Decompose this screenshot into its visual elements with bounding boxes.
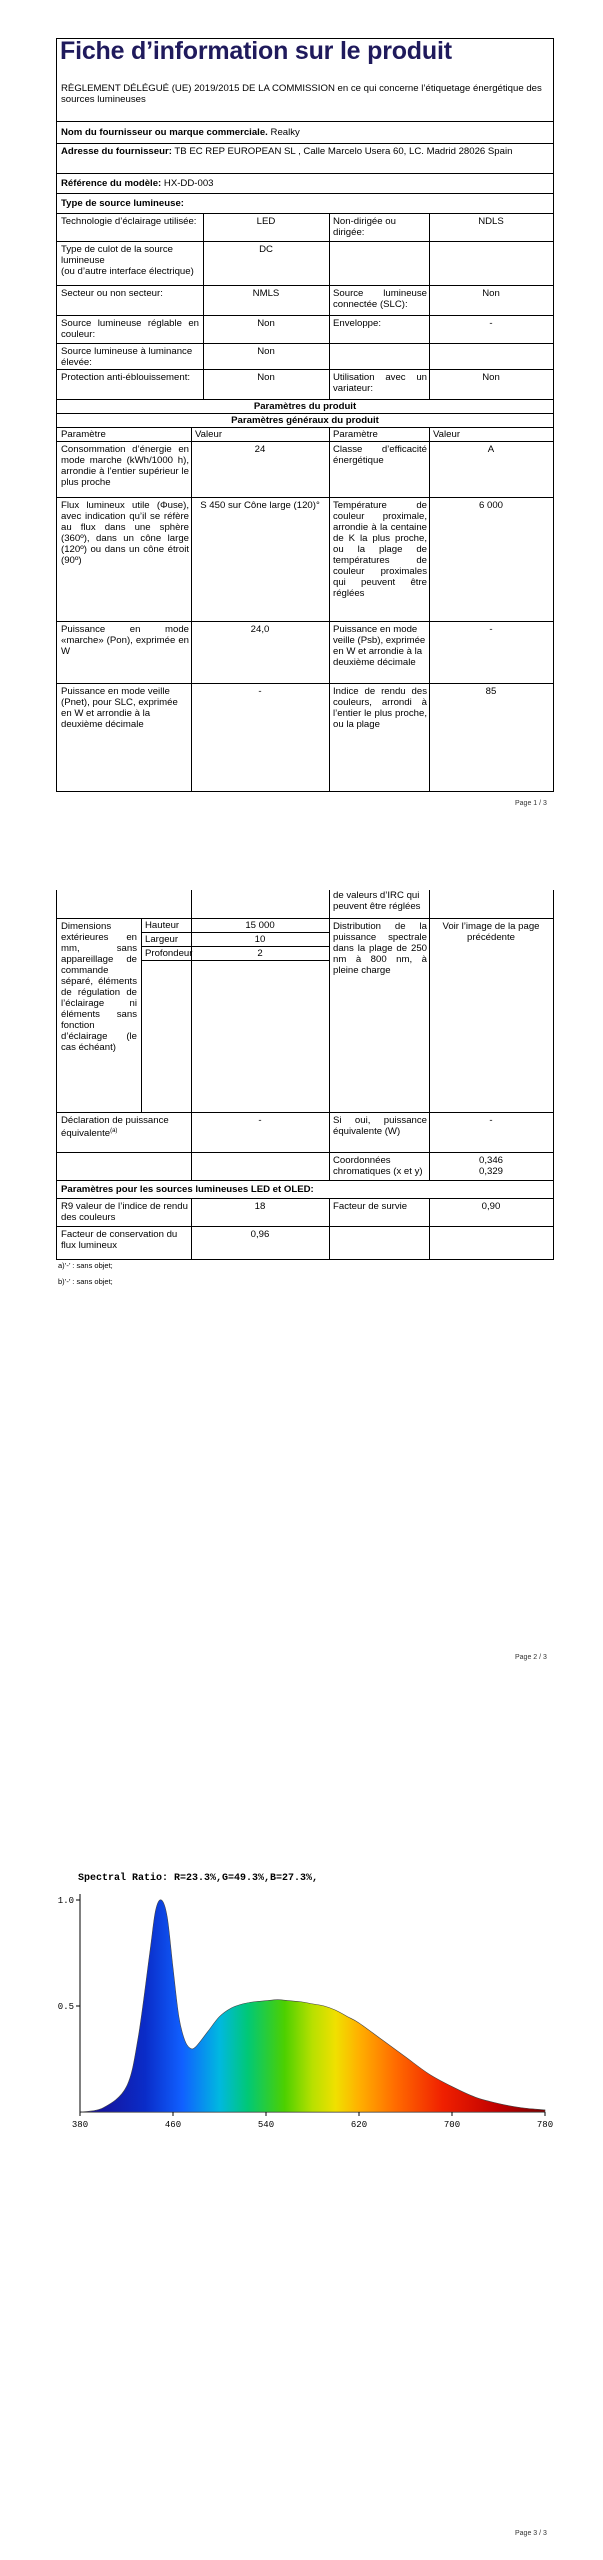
height-value: 15 000: [245, 920, 275, 931]
model-label: Référence du modèle:: [61, 178, 162, 189]
flux-label: Flux lumineux utile (Φuse), avec indication qu’il se réfère au flux dans une sphère (360º), dans un cône large (120º) ou dans un cône étroit (90º): [61, 500, 189, 566]
page-number-3: Page 3 / 3: [515, 2530, 547, 2537]
x-tick-label: 700: [443, 2120, 461, 2130]
general-header-row: [57, 413, 553, 428]
high-lum-value: Non: [257, 346, 275, 357]
x-tick-label: 460: [164, 2120, 182, 2130]
dimmable-value: Non: [482, 372, 500, 383]
chroma-label: Coordonnées chromatiques (x et y): [333, 1155, 423, 1177]
cri-label: Indice de rendu des couleurs, arrondi à l’entier le plus proche, ou la plage: [333, 686, 427, 730]
page-number-1: Page 1 / 3: [515, 800, 547, 807]
x-tick-label: 620: [350, 2120, 368, 2130]
equiv-footnote-ref: (a): [110, 1128, 118, 1134]
x-tick-label: 540: [257, 2120, 275, 2130]
class-label: Classe d’efficacité énergétique: [333, 444, 427, 466]
equiv-w-label: Si oui, puissance équivalente (W): [333, 1115, 427, 1137]
survival-label: Facteur de survie: [333, 1201, 408, 1212]
footnote-a: a)’-’ : sans objet;: [58, 1261, 113, 1270]
r9-row: [57, 1198, 553, 1227]
address-label: Adresse du fournisseur:: [61, 146, 172, 157]
y-tick-label: 0.5: [57, 2002, 74, 2012]
supplier-row: [57, 121, 553, 144]
params-header: Paramètres du produit: [253, 401, 357, 412]
depth-label: Profondeur: [145, 948, 193, 959]
spectrum-area: [80, 1900, 545, 2112]
page-number-2: Page 2 / 3: [515, 1654, 547, 1661]
high-luminance-row: [57, 343, 553, 370]
connected-value: Non: [482, 288, 500, 299]
power-on-row: [57, 621, 553, 684]
technology-row: [57, 213, 553, 242]
glare-label: Protection anti-éblouissement:: [61, 372, 191, 383]
y-tick-label: 1.0: [57, 1896, 74, 1906]
chroma-y: 0,329: [478, 1166, 503, 1177]
chart-title: Spectral Ratio: R=23.3%,G=49.3%,B=27.3%,: [78, 1873, 319, 1884]
maint-label: Facteur de conservation du flux lumineux: [61, 1229, 178, 1251]
supplier-label: Nom du fournisseur ou marque commerciale.: [61, 127, 268, 138]
equivalent-row: [57, 1112, 553, 1153]
x-tick-label: 380: [71, 2120, 89, 2130]
tech-value: LED: [256, 216, 276, 227]
survival-value: 0,90: [481, 1201, 501, 1212]
footnote-b: b)’-’ : sans objet;: [58, 1277, 113, 1286]
connected-label: Source lumineuse connectée (SLC):: [333, 288, 427, 310]
cap-label-1: Type de culot de la source lumineuse: [61, 244, 173, 266]
page-title: Fiche d’information sur le produit: [60, 37, 452, 65]
maint-value: 0,96: [250, 1229, 270, 1240]
network-standby-row: [57, 683, 553, 792]
regulation-row: [57, 81, 553, 121]
height-label: Hauteur: [145, 920, 180, 931]
envelope-value: -: [489, 318, 493, 329]
equiv-value: -: [258, 1115, 262, 1126]
column-header-row: [57, 427, 553, 442]
mains-label: Secteur ou non secteur:: [61, 288, 163, 299]
dimensions-row: [57, 918, 553, 1113]
col-value: Valeur: [195, 429, 223, 440]
equiv-label: Déclaration de puissance équivalente: [61, 1115, 169, 1140]
general-header: Paramètres généraux du produit: [231, 415, 379, 426]
dims-label: Dimensions extérieures en mm, sans appareillage de commande séparé, éléments de régulation de l’éclairage ni éléments sans fonction d’éclairage (le cas échéant): [61, 921, 137, 1053]
source-type-header-row: [57, 193, 553, 214]
tech-label: Technologie d’éclairage utilisée:: [61, 216, 197, 227]
chroma-x: 0,346: [478, 1155, 503, 1166]
model-row: [57, 173, 553, 194]
cri-cont: de valeurs d’IRC qui peuvent être réglées: [333, 890, 421, 912]
cap-label-2: (ou d’autre interface électrique): [61, 266, 194, 277]
product-info-table-page2: [56, 890, 554, 1260]
depth-value: 2: [257, 948, 263, 959]
power-on-value: 24,0: [250, 624, 270, 635]
flux-row: [57, 497, 553, 622]
r9-label: R9 valeur de l’indice de rendu des couleurs: [61, 1201, 188, 1223]
power-on-label: Puissance en mode «marche» (Pon), exprimée en W: [61, 624, 189, 657]
directional-value: NDLS: [478, 216, 504, 227]
model-value: HX-DD-003: [163, 178, 214, 189]
spectral-chart: [40, 1862, 560, 2142]
mains-row: [57, 285, 553, 316]
cct-label: Température de couleur proximale, arrondie à la centaine de K la plus proche, ou la plage de températures de couleur proximales qui peuvent être réglées: [333, 500, 427, 599]
tunable-label: Source lumineuse réglable en couleur:: [61, 318, 199, 340]
mains-value: NMLS: [252, 288, 280, 299]
x-tick-label: 780: [536, 2120, 554, 2130]
spd-value: Voir l’image de la page précédente: [442, 921, 540, 943]
led-header-row: [57, 1180, 553, 1199]
regulation-text: RÈGLEMENT DÉLÉGUÉ (UE) 2019/2015 DE LA COMMISSION en ce qui concerne l’étiquetage énergétique des sources lumineuses: [61, 83, 542, 105]
equiv-w-value: -: [489, 1115, 493, 1126]
maintenance-row: [57, 1226, 553, 1259]
tunable-value: Non: [257, 318, 275, 329]
cct-value: 6 000: [478, 500, 503, 511]
high-lum-label: Source lumineuse à luminance élevée:: [61, 346, 193, 368]
source-type-header: Type de source lumineuse:: [61, 198, 184, 209]
width-label: Largeur: [145, 934, 179, 945]
chroma-row: [57, 1152, 553, 1181]
cap-type-row: [57, 241, 553, 286]
energy-label: Consommation d’énergie en mode marche (kWh/1000 h), arrondie à l’entier supérieur le plus proche: [61, 444, 189, 488]
r9-value: 18: [254, 1201, 266, 1212]
flux-value: S 450 sur Cône large (120)°: [200, 500, 320, 511]
col-value-2: Valeur: [433, 429, 461, 440]
glare-row: [57, 369, 553, 400]
network-value: -: [258, 686, 262, 697]
led-header: Paramètres pour les sources lumineuses LED et OLED:: [61, 1184, 314, 1195]
col-param: Paramètre: [61, 429, 106, 440]
col-param-2: Paramètre: [333, 429, 378, 440]
width-value: 10: [254, 934, 266, 945]
tunable-row: [57, 315, 553, 344]
supplier-value: Realky: [270, 127, 300, 138]
product-info-table-page1: [56, 38, 554, 792]
standby-label: Puissance en mode veille (Psb), exprimée en W et arrondie à la deuxième décimale: [333, 624, 426, 668]
network-label: Puissance en mode veille (Pnet), pour SLC, exprimée en W et arrondie à la deuxième décimale: [61, 686, 178, 730]
dimmable-label: Utilisation avec un variateur:: [333, 372, 427, 394]
energy-value: 24: [254, 444, 266, 455]
address-value: TB EC REP EUROPEAN SL , Calle Marcelo Usera 60, LC. Madrid 28026 Spain: [174, 146, 513, 157]
envelope-label: Enveloppe:: [333, 318, 382, 329]
params-header-row: [57, 399, 553, 414]
address-row: [57, 143, 553, 174]
class-value: A: [487, 444, 495, 455]
glare-value: Non: [257, 372, 275, 383]
cap-value: DC: [259, 244, 273, 255]
standby-value: -: [489, 624, 493, 635]
directional-label: Non-dirigée ou dirigée:: [333, 216, 396, 238]
cri-cont-row: [57, 890, 553, 918]
cri-value: 85: [485, 686, 497, 697]
energy-row: [57, 441, 553, 498]
spd-label: Distribution de la puissance spectrale dans la plage de 250 nm à 800 nm, à pleine charge: [333, 921, 427, 976]
